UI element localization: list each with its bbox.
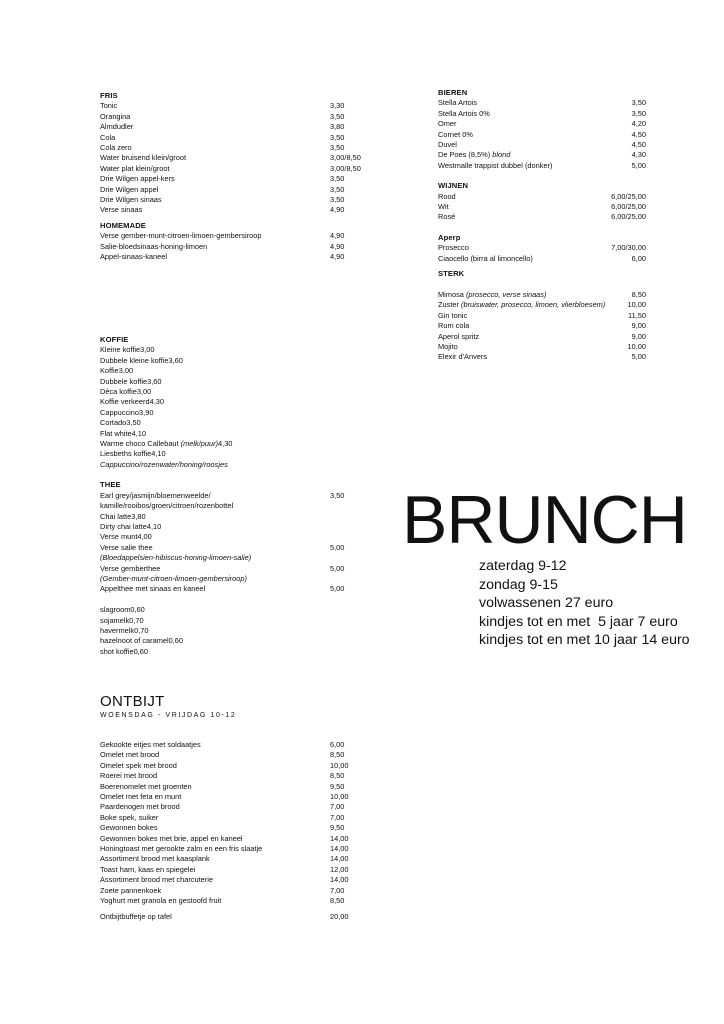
menu-item [100, 205, 380, 215]
fris-title: FRIS [100, 91, 118, 100]
menu-item [438, 243, 646, 253]
item-note: (prosecco, verse sinaas) [465, 289, 547, 299]
item-name: Dirty chai latte [100, 521, 147, 531]
item-price: 3,60 [147, 376, 162, 386]
thee-title: THEE [100, 480, 121, 490]
item-price: 7,00/30,00 [611, 243, 646, 253]
item-name: Cornet 0% [438, 129, 473, 139]
item-price: 3,80 [330, 122, 345, 132]
ontbijt-list [100, 740, 380, 907]
item-price: 4,30 [218, 439, 233, 449]
menu-item [100, 813, 380, 823]
menu-item [100, 377, 380, 387]
menu-item [100, 761, 380, 771]
item-price: 3,50 [631, 108, 646, 118]
item-price: 11,50 [628, 310, 646, 320]
item-name: Assortiment brood met charcuterie [100, 875, 213, 885]
item-name: Omelet met feta en munt [100, 792, 182, 802]
menu-item [100, 101, 380, 111]
menu-item [100, 522, 380, 532]
item-name: Appel-sinaas-kaneel [100, 252, 167, 262]
item-note: blond [492, 150, 511, 160]
item-name: Drie Wilgen sinaas [100, 195, 162, 205]
item-name: Westmalle trappist dubbel (donker) [438, 160, 553, 170]
menu-item [100, 242, 380, 252]
menu-item [100, 771, 380, 781]
item-price: 8,50 [330, 896, 345, 906]
menu-item [100, 605, 380, 615]
item-name: De Poes (8,5%) [438, 150, 491, 160]
menu-item [438, 254, 646, 264]
item-price: 3,00/8,50 [330, 163, 361, 173]
menu-item [438, 311, 646, 321]
menu-item [100, 896, 380, 906]
item-price: 7,00 [330, 885, 345, 895]
homemade-title: HOMEMADE [100, 220, 146, 230]
aperitief-title: Aperp [438, 232, 461, 242]
menu-item [100, 886, 380, 896]
item-price: 6,00/25,00 [611, 191, 646, 201]
extras-list [100, 605, 380, 657]
koffie-footnote: Cappuccino/rozenwater/honing/roosjes [100, 459, 228, 469]
item-price: 9,00 [631, 331, 646, 341]
item-price: 3,60 [168, 355, 183, 365]
item-price: 4,50 [631, 140, 646, 150]
item-name: Verse munt [100, 532, 138, 542]
brunch-details [479, 557, 719, 650]
menu-item [100, 133, 380, 143]
item-name: Zuster [438, 300, 459, 310]
item-price: 4,90 [330, 252, 345, 262]
menu-item [100, 750, 380, 760]
brunch-title: BRUNCH [402, 482, 687, 558]
item-name: Omelet met brood [100, 750, 160, 760]
item-note: (melk/puur) [180, 439, 219, 449]
item-name: shot koffie [100, 646, 134, 656]
item-price: 7,00 [330, 812, 345, 822]
menu-item [100, 865, 380, 875]
brunch-section [402, 482, 722, 558]
menu-item [100, 564, 380, 574]
menu-item [100, 740, 380, 750]
menu-item [438, 202, 646, 212]
brunch-line: kindjes tot en met 5 jaar 7 euro [479, 613, 678, 630]
item-name: Kleine koffie [100, 345, 141, 355]
menu-item [100, 782, 380, 792]
item-name: Aperol spritz [438, 331, 480, 341]
menu-item [438, 332, 646, 342]
menu-item [100, 802, 380, 812]
item-price: 6,00 [330, 740, 345, 749]
menu-item [438, 98, 646, 108]
item-price: 5,00 [330, 584, 345, 594]
menu-item [100, 854, 380, 864]
item-price: 7,00 [330, 802, 345, 812]
menu-item [438, 212, 646, 222]
item-price: 9,50 [330, 781, 345, 791]
item-price: 3,30 [330, 101, 345, 111]
koffie-title: KOFFIE [100, 335, 129, 344]
menu-item [438, 352, 646, 362]
menu-item [438, 342, 646, 352]
menu-item [100, 823, 380, 833]
brunch-line: zondag 9-15 [479, 576, 558, 593]
menu-item [100, 647, 380, 657]
left-column [100, 91, 380, 263]
menu-item [100, 143, 380, 153]
item-name: Salie-bloedsinaas-honing-limoen [100, 241, 208, 251]
menu-item [100, 792, 380, 802]
menu-item [100, 122, 380, 132]
menu-item [100, 397, 380, 407]
thee-list [100, 512, 380, 543]
item-name: Honingtoast met gerookte zalm en een fris slaatje [100, 844, 263, 854]
item-name: Cola [100, 132, 116, 142]
item-price: 3,80 [131, 511, 146, 521]
menu-item [100, 185, 380, 195]
item-price: 0,70 [134, 625, 149, 635]
item-name: Rosé [438, 212, 456, 222]
item-note: (Gember-munt-citroen-limoen-gembersiroop) [100, 573, 247, 583]
item-name: slagroom [100, 605, 131, 615]
item-price: 4,90 [330, 241, 345, 251]
item-price: 12,00 [330, 864, 349, 874]
sterk-list [438, 290, 646, 363]
menu-item [100, 387, 380, 397]
item-name: Rum cola [438, 321, 470, 331]
menu-item [438, 130, 646, 140]
item-name: Verse sinaas [100, 205, 143, 215]
item-name: Gewonnen bokes met brie, appel en kaneel [100, 833, 243, 843]
koffie-list [100, 345, 380, 459]
item-price: 3,50 [330, 132, 345, 142]
item-name: Stella Artois 0% [438, 108, 490, 118]
item-price: 3,50 [330, 490, 345, 500]
item-price: 4,00 [137, 532, 152, 542]
item-name: Omelet spek met brood [100, 760, 177, 770]
item-price: 8,50 [631, 289, 646, 299]
item-name: Zoete pannenkoek [100, 885, 162, 895]
menu-item [100, 356, 380, 366]
menu-item [438, 140, 646, 150]
item-name: Boerenomelet met groenten [100, 781, 192, 791]
menu-item [100, 543, 380, 553]
item-name: Gin tonic [438, 310, 468, 320]
homemade-list [100, 231, 380, 262]
item-price: 0,60 [133, 646, 148, 656]
item-name: Verse gemberthee [100, 563, 161, 573]
item-price: 4,10 [151, 449, 166, 459]
item-price: 0,60 [168, 636, 183, 646]
bieren-list [438, 98, 646, 171]
menu-item [100, 912, 380, 922]
item-price: 6,00 [631, 253, 646, 263]
item-price: 10,00 [330, 792, 349, 802]
item-name: Drie Wilgen appel [100, 184, 159, 194]
item-price: 20,00 [330, 911, 349, 921]
menu-item [100, 584, 380, 594]
item-name: Cappuccino [100, 407, 140, 417]
menu-item [100, 153, 380, 163]
item-name: Stella Artois [438, 98, 478, 108]
item-name: Boke spek, suiker [100, 812, 159, 822]
item-name: Appelthee met sinaas en kaneel [100, 584, 206, 594]
item-name: Assortiment brood met kaasplank [100, 854, 210, 864]
menu-item [100, 439, 380, 449]
menu-item [438, 290, 646, 300]
menu-item [100, 408, 380, 418]
menu-item [100, 512, 380, 522]
item-name: Flat white [100, 428, 132, 438]
menu-item [100, 491, 380, 501]
menu-item [100, 174, 380, 184]
menu-item [100, 449, 380, 459]
ontbijt-section [100, 694, 380, 922]
menu-item [100, 345, 380, 355]
sterk-title: STERK [438, 269, 465, 279]
item-name: hazelnoot of caramel [100, 636, 169, 646]
item-name: Cola zero [100, 143, 132, 153]
item-name: Rood [438, 191, 456, 201]
item-name: Toast ham, kaas en spiegelei [100, 864, 196, 874]
item-price: 6,00/25,00 [611, 202, 646, 212]
item-price: 8,50 [330, 750, 345, 760]
item-price: 3,50 [631, 98, 646, 108]
item-price: 3,50 [330, 143, 345, 153]
item-price: 3,50 [330, 184, 345, 194]
item-price: 4,30 [631, 150, 646, 160]
menu-item [438, 192, 646, 202]
item-name: Déca koffie [100, 387, 137, 397]
right-column [438, 88, 646, 363]
menu-item [100, 231, 380, 241]
item-name: Koffie [100, 366, 119, 376]
item-price: 0,60 [130, 605, 145, 615]
menu-item [100, 195, 380, 205]
item-name: Earl grey/jasmijn/bloemenweelde/ [100, 490, 211, 500]
item-name: Dubbele koffie [100, 376, 148, 386]
item-name: Ontbijtbuffetje op tafel [100, 911, 172, 921]
item-price: 6,00/25,00 [611, 212, 646, 222]
item-name: Cortado [100, 418, 127, 428]
item-price: 14,00 [330, 875, 349, 885]
menu-item [100, 616, 380, 626]
item-name: Dubbele kleine koffie [100, 355, 169, 365]
item-name: Duvel [438, 140, 457, 150]
item-name: Drie Wilgen appel-kers [100, 174, 175, 184]
item-price: 4,50 [631, 129, 646, 139]
item-name: Almdudler [100, 122, 134, 132]
item-name: Warme choco Callebaut [100, 439, 179, 449]
item-name: Verse gember-munt-citroen-limoen-gembersiroop [100, 231, 262, 241]
item-price: 14,00 [330, 833, 349, 843]
item-price: 3,00/8,50 [330, 153, 361, 163]
menu-item [100, 636, 380, 646]
item-price: 3,00 [140, 345, 155, 355]
item-name: Water bruisend klein/groot [100, 153, 186, 163]
menu-item [438, 119, 646, 129]
menu-item [100, 834, 380, 844]
item-note: (bruiswater, prosecco, limoen, vlierbloesem) [461, 300, 606, 310]
aperitief-list [438, 243, 646, 264]
item-name: havermelk [100, 625, 135, 635]
menu-item [438, 150, 646, 160]
item-price: 9,50 [330, 823, 345, 833]
item-name: Liesbeths koffie [100, 449, 152, 459]
item-price: 5,00 [631, 160, 646, 170]
item-price: 9,00 [631, 321, 646, 331]
item-price: 5,00 [330, 563, 345, 573]
brunch-line: volwassenen 27 euro [479, 595, 614, 612]
item-name-continued: kamille/rooibos/groen/citroen/rozenbottel [100, 501, 234, 511]
menu-item [100, 112, 380, 122]
menu-item [100, 532, 380, 542]
brunch-line: zaterdag 9-12 [479, 558, 567, 574]
item-price: 3,00 [118, 366, 134, 376]
item-price: 4,10 [146, 521, 162, 531]
menu-item [438, 321, 646, 331]
item-name: Orangina [100, 111, 131, 121]
item-name: Gewonnen bokes [100, 823, 158, 833]
item-price: 3,00 [136, 387, 152, 397]
item-name: Tonic [100, 101, 118, 111]
item-name: Koffie verkeerd [100, 397, 150, 407]
item-price: 3,50 [330, 174, 345, 184]
menu-item [100, 429, 380, 439]
item-price: 10,00 [627, 341, 646, 351]
bieren-title: BIEREN [438, 88, 468, 97]
menu-item [100, 875, 380, 885]
item-name: Ciaocello (birra al limoncello) [438, 253, 533, 263]
item-price: 14,00 [330, 854, 349, 864]
item-price: 3,90 [139, 407, 154, 417]
item-name: Prosecco [438, 243, 469, 253]
menu-item [100, 626, 380, 636]
menu-item [100, 252, 380, 262]
menu-item [100, 164, 380, 174]
ontbijt-subtitle: WOENSDAG - VRIJDAG 10-12 [100, 712, 237, 719]
item-price: 5,00 [631, 352, 646, 362]
item-price: 10,00 [330, 760, 349, 770]
item-name: Elexir d'Anvers [438, 352, 488, 362]
item-price: 0,70 [129, 615, 144, 625]
item-price: 3,50 [330, 195, 345, 205]
ontbijt-title: ONTBIJT [100, 693, 165, 710]
koffie-thee-column [100, 335, 380, 657]
item-name: Wit [438, 202, 449, 212]
item-price: 3,50 [330, 111, 345, 121]
item-name: Yoghurt met granola en gestoofd fruit [100, 896, 222, 906]
fris-list [100, 101, 380, 215]
wijnen-list [438, 192, 646, 223]
brunch-line: kindjes tot en met 10 jaar 14 euro [479, 632, 690, 649]
item-price: 10,00 [627, 300, 646, 310]
item-name: Paardenogen met brood [100, 802, 180, 812]
item-price: 4,90 [330, 231, 345, 241]
item-name: Mimosa [438, 289, 464, 299]
item-note: (Bloedappelsien-hibiscus-honing-limoen-salie) [100, 553, 252, 563]
item-price: 4,30 [149, 397, 164, 407]
item-price: 4,90 [330, 205, 345, 215]
item-name: Water plat klein/groot [100, 163, 170, 173]
item-name: Chai latte [100, 511, 132, 521]
menu-item [100, 366, 380, 376]
item-name: Omer [438, 119, 457, 129]
item-name: Roerei met brood [100, 771, 158, 781]
item-name: Gekookte eitjes met soldaatjes [100, 740, 201, 749]
item-name: Mojito [438, 341, 458, 351]
item-price: 4,10 [131, 428, 147, 438]
item-price: 8,50 [330, 771, 345, 781]
menu-item [100, 418, 380, 428]
item-price: 5,00 [330, 542, 345, 552]
item-price: 4,20 [631, 119, 646, 129]
item-price: 14,00 [330, 844, 349, 854]
menu-item [438, 300, 646, 310]
menu-item [100, 844, 380, 854]
item-price: 3,50 [126, 418, 141, 428]
item-name: Verse salie thee [100, 542, 153, 552]
menu-item [438, 109, 646, 119]
wijnen-title: WIJNEN [438, 181, 469, 191]
item-name: sojamelk [100, 615, 130, 625]
menu-item [438, 161, 646, 171]
